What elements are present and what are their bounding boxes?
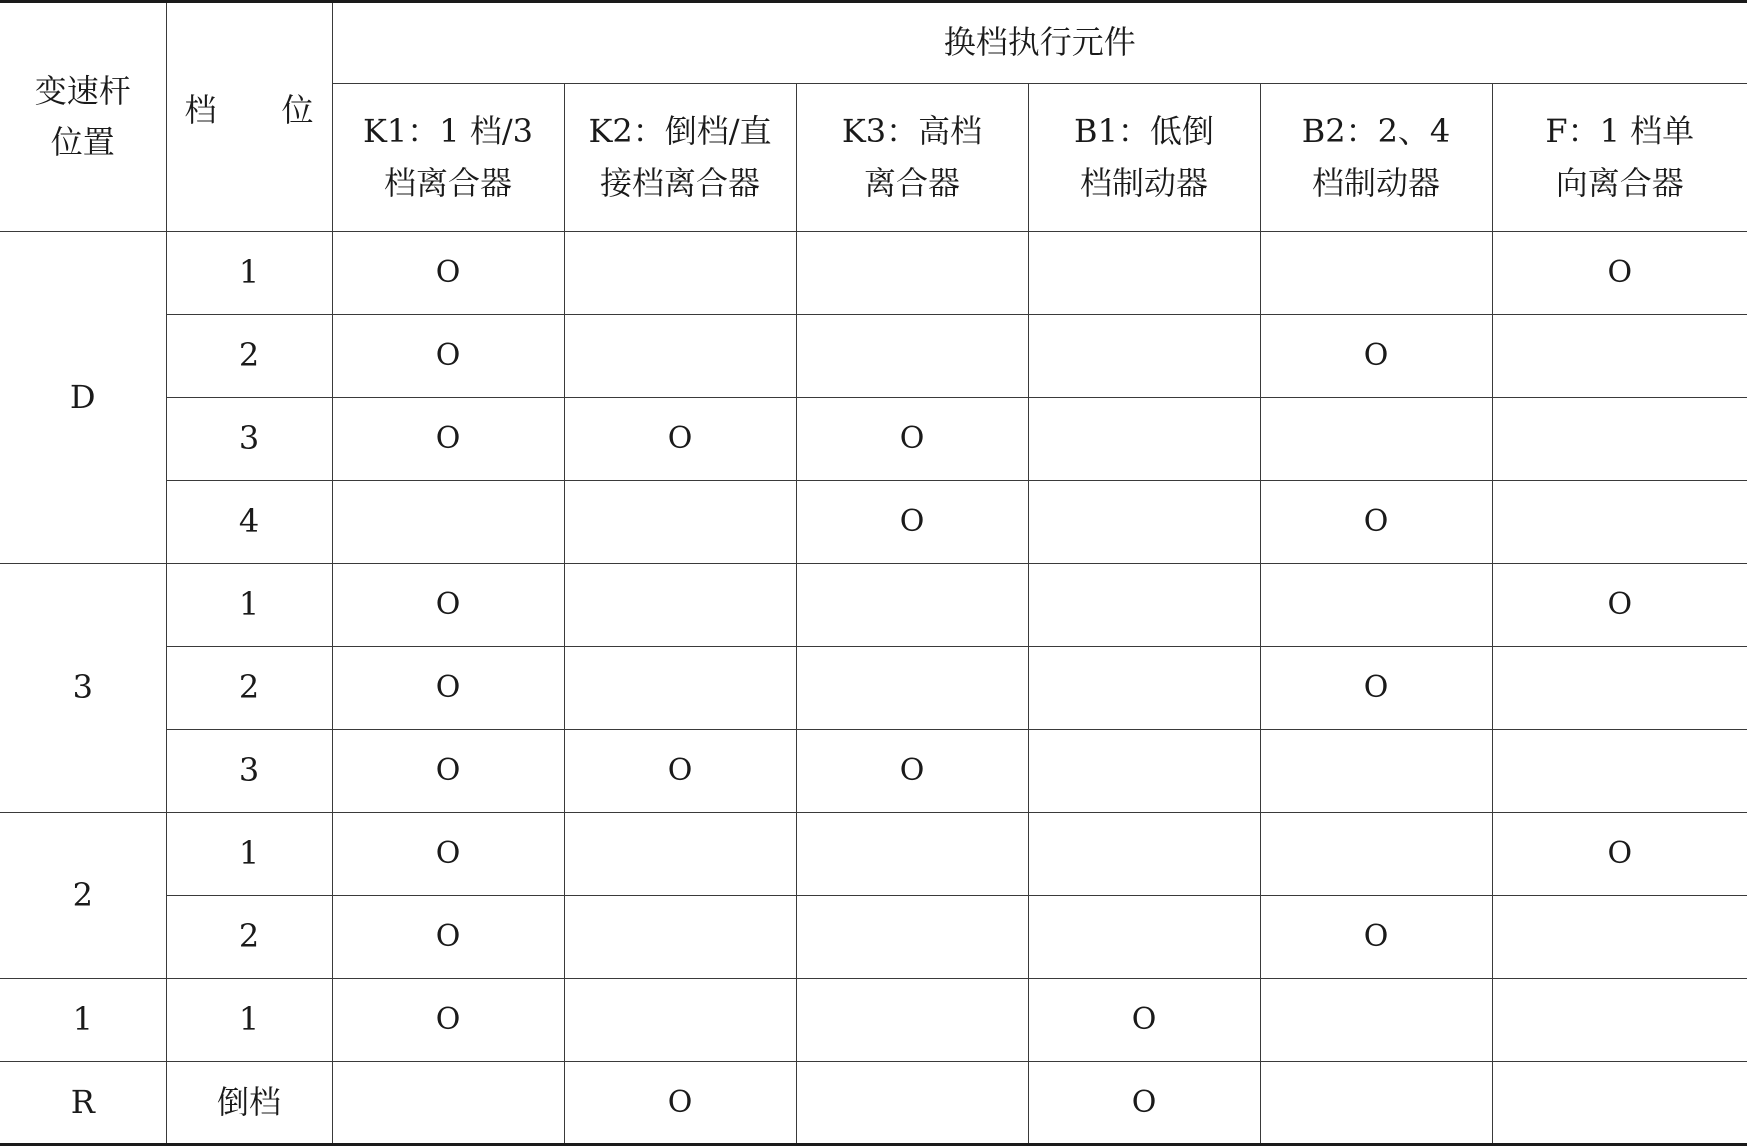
mark-cell bbox=[796, 232, 1028, 315]
mark-cell bbox=[1492, 730, 1747, 813]
mark-cell bbox=[564, 232, 796, 315]
lever-cell: R bbox=[0, 1062, 166, 1145]
mark-cell: O bbox=[1492, 232, 1747, 315]
mark-cell bbox=[1028, 813, 1260, 896]
table-body bbox=[0, 232, 1747, 1145]
mark-cell bbox=[1028, 730, 1260, 813]
table-row bbox=[0, 481, 1747, 564]
mark-cell bbox=[1492, 647, 1747, 730]
mark-cell: O bbox=[564, 1062, 796, 1145]
mark-cell bbox=[564, 896, 796, 979]
mark-cell bbox=[1028, 564, 1260, 647]
mark-cell: O bbox=[1260, 647, 1492, 730]
mark-cell: O bbox=[1260, 481, 1492, 564]
mark-cell bbox=[564, 564, 796, 647]
mark-cell: O bbox=[332, 730, 564, 813]
element-header-b2: B2：2、4 档制动器 bbox=[1260, 84, 1492, 232]
mark-cell bbox=[1260, 564, 1492, 647]
mark-cell bbox=[1028, 398, 1260, 481]
gear-header: 档 位 bbox=[166, 2, 332, 232]
element-header-b1: B1：低倒档制动器 bbox=[1028, 84, 1260, 232]
lever-cell: 3 bbox=[0, 564, 166, 813]
mark-cell: O bbox=[564, 398, 796, 481]
lever-cell: 2 bbox=[0, 813, 166, 979]
table-row bbox=[0, 979, 1747, 1062]
gear-cell: 2 bbox=[166, 647, 332, 730]
mark-cell bbox=[796, 647, 1028, 730]
mark-cell: O bbox=[332, 398, 564, 481]
mark-cell bbox=[1260, 730, 1492, 813]
mark-cell bbox=[1028, 315, 1260, 398]
mark-cell bbox=[564, 813, 796, 896]
mark-cell bbox=[796, 979, 1028, 1062]
mark-cell: O bbox=[332, 896, 564, 979]
mark-cell bbox=[1028, 481, 1260, 564]
mark-cell bbox=[796, 315, 1028, 398]
mark-cell bbox=[796, 564, 1028, 647]
table-row bbox=[0, 232, 1747, 315]
mark-cell bbox=[1492, 481, 1747, 564]
table-row bbox=[0, 1062, 1747, 1145]
table-header bbox=[0, 2, 1747, 232]
mark-cell: O bbox=[332, 647, 564, 730]
mark-cell: O bbox=[796, 730, 1028, 813]
shift-elements-group-header: 换档执行元件 bbox=[332, 2, 1747, 84]
mark-cell: O bbox=[1028, 1062, 1260, 1145]
mark-cell: O bbox=[1260, 315, 1492, 398]
mark-cell bbox=[796, 896, 1028, 979]
element-header-k1: K1：1 档/3 档离合器 bbox=[332, 84, 564, 232]
mark-cell bbox=[1028, 896, 1260, 979]
mark-cell bbox=[796, 1062, 1028, 1145]
mark-cell bbox=[564, 481, 796, 564]
gear-cell: 2 bbox=[166, 315, 332, 398]
lever-cell: 1 bbox=[0, 979, 166, 1062]
mark-cell: O bbox=[564, 730, 796, 813]
mark-cell: O bbox=[332, 315, 564, 398]
element-header-k3: K3：高档离合器 bbox=[796, 84, 1028, 232]
mark-cell bbox=[332, 481, 564, 564]
gear-cell: 倒档 bbox=[166, 1062, 332, 1145]
mark-cell: O bbox=[1260, 896, 1492, 979]
gear-cell: 1 bbox=[166, 813, 332, 896]
mark-cell: O bbox=[332, 813, 564, 896]
mark-cell bbox=[796, 813, 1028, 896]
mark-cell: O bbox=[332, 564, 564, 647]
gear-cell: 2 bbox=[166, 896, 332, 979]
table-row bbox=[0, 564, 1747, 647]
gear-cell: 4 bbox=[166, 481, 332, 564]
mark-cell bbox=[332, 1062, 564, 1145]
mark-cell bbox=[1492, 979, 1747, 1062]
mark-cell bbox=[1260, 979, 1492, 1062]
mark-cell bbox=[1492, 398, 1747, 481]
mark-cell: O bbox=[1492, 564, 1747, 647]
mark-cell: O bbox=[332, 232, 564, 315]
mark-cell: O bbox=[796, 398, 1028, 481]
table-row bbox=[0, 730, 1747, 813]
mark-cell: O bbox=[332, 979, 564, 1062]
mark-cell bbox=[1260, 398, 1492, 481]
element-header-k2: K2：倒档/直接档离合器 bbox=[564, 84, 796, 232]
mark-cell bbox=[1260, 813, 1492, 896]
table-row bbox=[0, 647, 1747, 730]
lever-position-header: 变速杆位置 bbox=[0, 2, 166, 232]
mark-cell bbox=[564, 647, 796, 730]
mark-cell bbox=[564, 979, 796, 1062]
mark-cell bbox=[1028, 232, 1260, 315]
mark-cell: O bbox=[796, 481, 1028, 564]
mark-cell bbox=[1260, 1062, 1492, 1145]
mark-cell bbox=[1492, 1062, 1747, 1145]
gear-cell: 3 bbox=[166, 398, 332, 481]
element-header-f: F：1 档单向离合器 bbox=[1492, 84, 1747, 232]
mark-cell: O bbox=[1028, 979, 1260, 1062]
table-row bbox=[0, 813, 1747, 896]
gear-cell: 1 bbox=[166, 979, 332, 1062]
gear-cell: 1 bbox=[166, 232, 332, 315]
mark-cell bbox=[1492, 896, 1747, 979]
mark-cell bbox=[1492, 315, 1747, 398]
table-row bbox=[0, 315, 1747, 398]
gear-cell: 3 bbox=[166, 730, 332, 813]
mark-cell bbox=[564, 315, 796, 398]
mark-cell bbox=[1028, 647, 1260, 730]
table-row bbox=[0, 896, 1747, 979]
mark-cell: O bbox=[1492, 813, 1747, 896]
mark-cell bbox=[1260, 232, 1492, 315]
lever-cell: D bbox=[0, 232, 166, 564]
table-row bbox=[0, 398, 1747, 481]
gear-cell: 1 bbox=[166, 564, 332, 647]
